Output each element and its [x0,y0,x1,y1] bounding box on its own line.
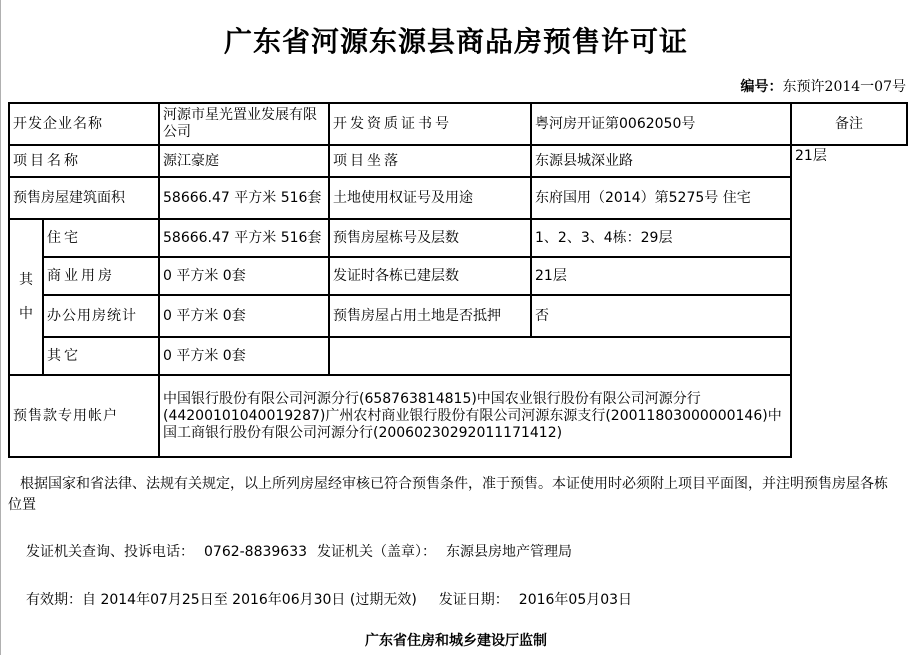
other-value: 0 平方米 0套 [159,337,329,375]
phone-label: 发证机关查询、投诉电话： [26,544,194,560]
presale-area-value: 58666.47 平方米 516套 [159,177,329,219]
validity-value: 自 2014年07月25日至 2016年06月30日 (过期无效) [82,592,417,608]
land-cert-value: 东府国用（2014）第5275号 住宅 [531,177,791,219]
commercial-value: 0 平方米 0套 [159,257,329,295]
issue-date-value: 2016年05月03日 [518,592,633,608]
account-blank-cell [791,375,907,457]
residential-label: 住宅 [43,219,159,257]
project-name-label: 项目名称 [9,145,159,177]
remarks-value: 21层 [791,145,907,375]
mortgage-label: 预售房屋占用土地是否抵押 [329,295,531,337]
developer-value: 河源市星光置业发展有限公司 [159,103,329,145]
authority-label: 发证机关（盖章）： [317,544,437,560]
contact-line [26,542,912,563]
row-office [9,295,907,337]
residential-value: 58666.47 平方米 516套 [159,219,329,257]
of-which-label: 其 中 [9,219,43,375]
account-value: 中国银行股份有限公司河源分行(658763814815)中国农业银行股份有限公司河源分行(44200101040019287)广州农村商业银行股份有限公司河源东源支行(20011803000000146)中国工商银行股份有限公司河源分行(20060230292011171412) [159,375,791,457]
account-label: 预售款专用帐户 [9,375,159,457]
mortgage-value: 否 [531,295,791,337]
qualification-label: 开发资质证书号 [329,103,531,145]
authority-value: 东源县房地产管理局 [446,544,573,560]
project-location-value: 东源县城深业路 [531,145,791,177]
qualification-value: 粤河房开证第0062050号 [531,103,791,145]
land-cert-label: 土地使用权证号及用途 [329,177,531,219]
built-floors-label: 发证时各栋已建层数 [329,257,531,295]
row-project [9,145,907,177]
built-floors-value: 21层 [531,257,791,295]
commercial-label: 商业用房 [43,257,159,295]
office-value: 0 平方米 0套 [159,295,329,337]
row-account [9,375,907,457]
developer-label: 开发企业名称 [9,103,159,145]
phone-value: 0762-8839633 [204,544,308,560]
other-label: 其它 [43,337,159,375]
presale-area-label: 预售房屋建筑面积 [9,177,159,219]
project-location-label: 项目坐落 [329,145,531,177]
building-label: 预售房屋栋号及层数 [329,219,531,257]
issue-date-label: 发证日期： [438,592,509,608]
validity-line [26,590,912,611]
empty-cell [329,337,907,375]
row-area [9,177,907,219]
building-value: 1、2、3、4栋：29层 [531,219,791,257]
statement-text: 根据国家和省法律、法规有关规定，以上所列房屋经审核已符合预售条件，准于预售。本证使用时必须附上项目平面图，并注明预售房屋各栋位置 [8,476,888,513]
serial-label: 编号： [740,79,783,95]
supervisor-footer: 广东省住房和城乡建设厅监制 [365,633,547,649]
project-name-value: 源江豪庭 [159,145,329,177]
row-developer [9,103,907,145]
serial-number [741,76,906,96]
license-table [8,102,908,458]
remarks-label: 备注 [791,103,907,145]
row-residential [9,219,907,257]
row-other [9,337,907,375]
row-commercial [9,257,907,295]
document-title: 广东省河源东源县商品房预售许可证 [223,25,688,58]
serial-value: 东预许2014一07号 [782,79,906,95]
office-label: 办公用房统计 [43,295,159,337]
validity-label: 有效期： [26,592,82,608]
